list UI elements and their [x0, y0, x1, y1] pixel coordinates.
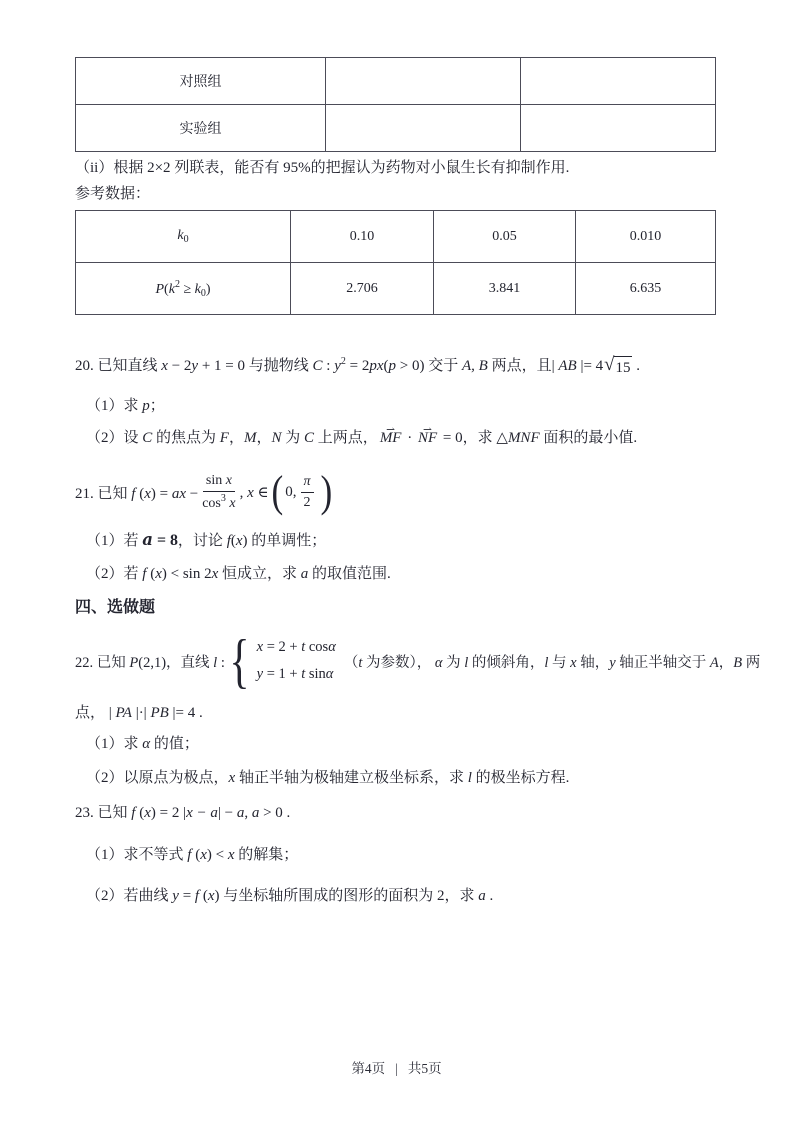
question-21-stem: [75, 462, 718, 522]
question-21-part2: （2）若 f (x) < sin 2x 恒成立，求 a 的取值范围.: [86, 566, 391, 582]
table-row: [76, 105, 716, 152]
row-label-control-group: 对照组: [76, 58, 326, 105]
question-23-part2: （2）若曲线 y = f (x) 与坐标轴所围成的图形的面积为 2，求 a .: [86, 888, 494, 904]
footer-separator: |: [395, 1061, 398, 1076]
value-cell: 0.10: [291, 211, 434, 263]
row-label-experiment-group: 实验组: [76, 105, 326, 152]
table-row: [76, 58, 716, 105]
empty-cell: [326, 58, 521, 105]
parametric-y-equation: y = 1 + t sinα: [256, 665, 334, 682]
k0-label-cell: $k_0$: [76, 211, 291, 263]
q21-mid: , x ∈: [239, 484, 269, 501]
paragraph-ii: （ii）根据 2×2 列联表，能否有 95%的把握认为药物对小鼠生长有抑制作用.: [75, 160, 570, 176]
q22-tail: （t 为参数）， α 为 l 的倾斜角，l 与 x 轴，y 轴正半轴交于 A，B 两: [343, 654, 761, 671]
empty-cell: [326, 105, 521, 152]
question-20-part2: （2）设 C 的焦点为 F，M，N 为 C 上两点， MF ⇀ · NF ⇀ = 0，求 △MNF 面积的最小值.: [86, 428, 729, 448]
question-23-part1: （1）求不等式 f (x) < x 的解集；: [86, 847, 299, 863]
empty-cell: [521, 105, 716, 152]
page-footer: [0, 1057, 793, 1077]
question-20-part1: （1）求 p；: [86, 398, 165, 414]
table-row: [76, 263, 716, 315]
table-row: [76, 211, 716, 263]
question-22-stem: [75, 626, 761, 696]
fraction-pi-over-2: $\frac{\pi}{2}$: [301, 473, 314, 511]
system-brace: {: [229, 628, 250, 694]
value-cell: 2.706: [291, 263, 434, 315]
interval-start: 0,: [285, 483, 297, 500]
q21-lead: 21. 已知 f (x) = ax −: [75, 485, 199, 502]
question-21-part1: （1）若 a = 8，讨论 f(x) 的单调性；: [86, 530, 327, 549]
question-22-part1: （1）求 α 的值；: [86, 736, 199, 752]
probability-label-cell: $P(k^2 \ge k_0)$: [76, 263, 291, 315]
fraction-sinx-over-cos3x: $\frac{\text{sin x}}{\cos^3 x}$: [202, 473, 236, 511]
question-22-part2: （2）以原点为极点，x 轴正半轴为极轴建立极坐标系，求 l 的极坐标方程.: [86, 770, 570, 786]
section-4-title: 四、选做题: [75, 599, 156, 616]
value-cell: 3.841: [434, 263, 576, 315]
contingency-table: [75, 57, 716, 152]
reference-data-label: 参考数据：: [75, 186, 151, 202]
value-cell: 6.635: [576, 263, 716, 315]
right-paren: ): [320, 467, 332, 517]
question-22-continuation: 点， | PA |·| PB |= 4 .: [75, 705, 203, 721]
page-number: 第4页: [351, 1061, 386, 1076]
parametric-equations: [257, 639, 336, 683]
total-pages: 共5页: [407, 1061, 442, 1076]
empty-cell: [521, 58, 716, 105]
reference-data-table: [75, 210, 716, 315]
value-cell: 0.05: [434, 211, 576, 263]
q22-lead: 22. 已知 P(2,1)，直线 l :: [75, 654, 225, 671]
left-paren: (: [271, 467, 283, 517]
parametric-x-equation: x = 2 + t cosα: [256, 639, 336, 656]
value-cell: 0.010: [576, 211, 716, 263]
question-20-stem: 20. 已知直线 x − 2y + 1 = 0 与抛物线 C : $y^2 = 2px(p > 0)$ 交于 A, B 两点，且| AB |= 4 √ 15 .: [75, 354, 640, 376]
question-23-stem: 23. 已知 f (x) = 2 |x − a| − a, a > 0 .: [75, 805, 291, 821]
